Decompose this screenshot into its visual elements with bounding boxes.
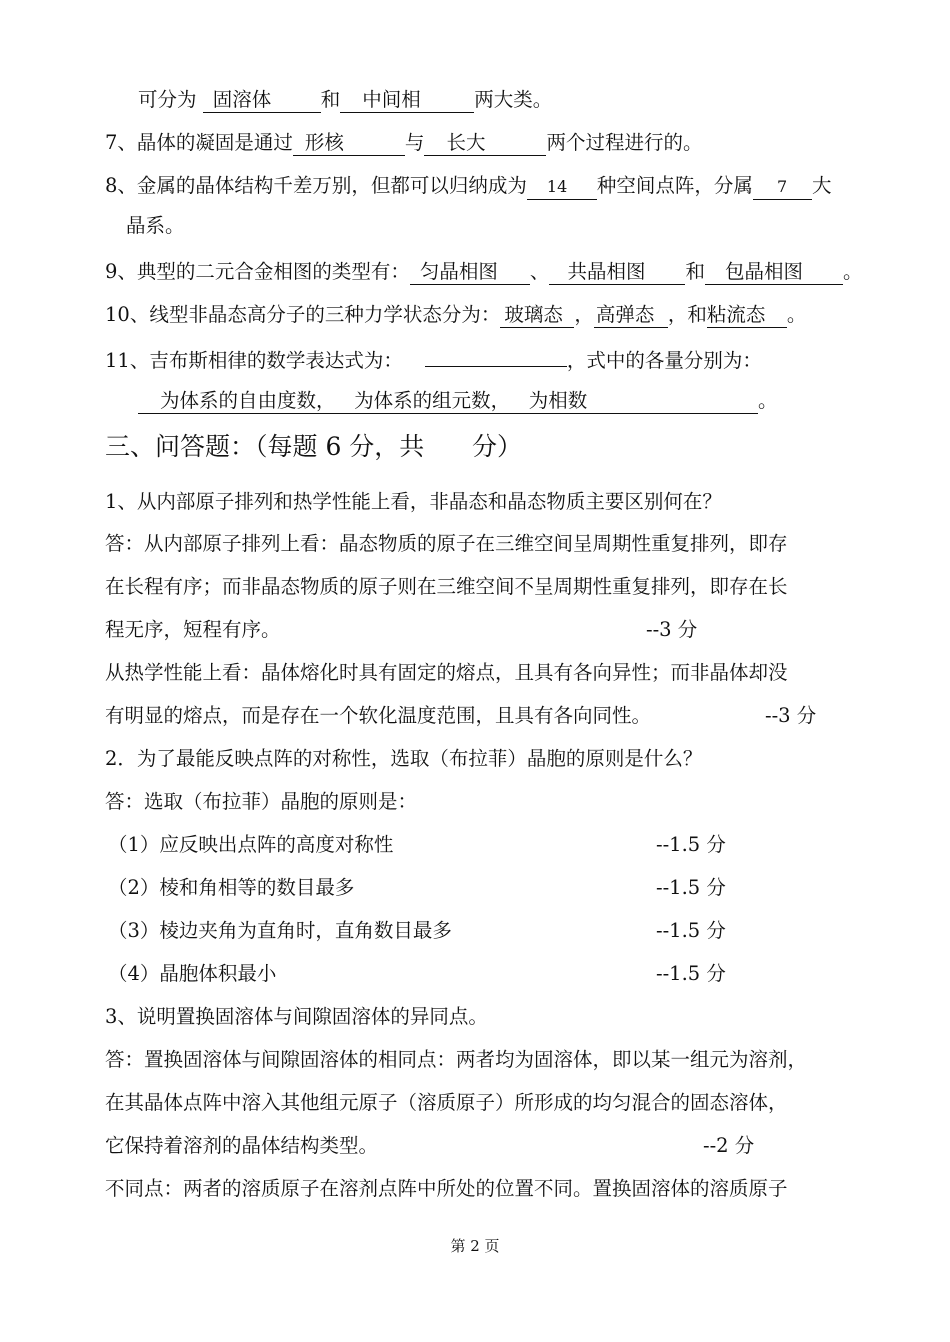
list-item: （2）棱和角相等的数目最多 xyxy=(108,876,355,899)
answer-blank-intermediate-phase: 中间相 xyxy=(340,88,474,113)
qa-question-1: 1、从内部原子排列和热学性能上看，非晶态和晶态物质主要区别何在？ xyxy=(105,490,722,513)
qa-answer-3-line3: 它保持着溶剂的晶体结构类型。 xyxy=(105,1134,379,1157)
score-label: --2 分 xyxy=(703,1134,755,1157)
score-label: --1.5 分 xyxy=(656,833,726,856)
answer-blank-peritectic: 包晶相图 xyxy=(705,260,843,285)
qa-question-3: 3、说明置换固溶体与间隙固溶体的异同点。 xyxy=(105,1005,488,1028)
score-label: --1.5 分 xyxy=(656,962,726,985)
list-item: （4）晶胞体积最小 xyxy=(108,962,277,985)
list-item: （1）应反映出点阵的高度对称性 xyxy=(108,833,394,856)
fill-question-11-line2: 为体系的自由度数， 为体系的组元数， 为相数 。 xyxy=(138,387,778,415)
answer-blank-rubbery: 高弹态 xyxy=(594,303,668,328)
fill-question-7: 7、晶体的凝固是通过 形核 与 长大 两个过程进行的。 xyxy=(105,131,703,154)
score-label: --1.5 分 xyxy=(656,876,726,899)
qa-answer-1-line3: 程无序，短程有序。 xyxy=(105,618,281,641)
fill-question-9: 9、典型的二元合金相图的类型有： 匀晶相图 、 共晶相图 和 包晶相图 。 xyxy=(105,260,863,283)
qa-question-2: 2．为了最能反映点阵的对称性，选取（布拉菲）晶胞的原则是什么？ xyxy=(105,747,703,770)
fill-question-8: 8、金属的晶体结构千差万别，但都可以归纳成为 14 种空间点阵，分属 7 大 xyxy=(105,172,831,200)
answer-blank-crystal-system-count: 7 xyxy=(753,175,812,200)
qa-answer-1-line2: 在长程有序；而非晶态物质的原子则在三维空间不呈周期性重复排列，即存在长 xyxy=(105,575,788,598)
fill-question-8-cont: 晶系。 xyxy=(126,214,185,237)
qa-answer-3-line4: 不同点：两者的溶质原子在溶剂点阵中所处的位置不同。置换固溶体的溶质原子 xyxy=(105,1177,788,1200)
section-heading-qa: 三、问答题：（每题 6 分，共 分） xyxy=(105,432,522,461)
fill-question-10: 10、线型非晶态高分子的三种力学状态分为： 玻璃态 ， 高弹态 ，和粘流态 。 xyxy=(105,303,807,326)
answer-blank-viscous-flow: 粘流态 xyxy=(707,303,787,328)
score-label: --1.5 分 xyxy=(656,919,726,942)
qa-answer-1-line1: 答：从内部原子排列上看：晶态物质的原子在三维空间呈周期性重复排列，即存 xyxy=(105,532,788,555)
list-item: （3）棱边夹角为直角时，直角数目最多 xyxy=(108,919,452,942)
qa-answer-3-line1: 答：置换固溶体与间隙固溶体的相同点：两者均为固溶体，即以某一组元为溶剂， xyxy=(105,1048,808,1071)
page-number: 第 2 页 xyxy=(450,1237,500,1255)
qa-answer-1-line4: 从热学性能上看：晶体熔化时具有固定的熔点，且具有各向异性；而非晶体却没 xyxy=(105,661,788,684)
answer-blank-gibbs-terms: 为体系的自由度数， 为体系的组元数， 为相数 xyxy=(138,389,758,414)
fill-question-11: 11、吉布斯相律的数学表达式为： ，式中的各量分别为： xyxy=(105,344,762,375)
score-label: --3 分 xyxy=(765,704,817,727)
answer-blank-isomorphous: 匀晶相图 xyxy=(410,260,530,285)
answer-blank-growth: 长大 xyxy=(424,131,546,156)
answer-blank-glassy: 玻璃态 xyxy=(500,303,574,328)
qa-answer-3-line2: 在其晶体点阵中溶入其他组元原子（溶质原子）所形成的均匀混合的固态溶体， xyxy=(105,1091,788,1114)
qa-answer-1-line5: 有明显的熔点，而是存在一个软化温度范围，且具有各向同性。 xyxy=(105,704,652,727)
answer-blank-solid-solution: 固溶体 xyxy=(203,88,321,113)
answer-blank-gibbs-formula xyxy=(425,344,567,367)
q6-continuation: 可分为 固溶体 和 中间相 两大类。 xyxy=(138,88,553,111)
answer-blank-lattice-count: 14 xyxy=(527,175,597,200)
qa-answer-2-intro: 答：选取（布拉菲）晶胞的原则是： xyxy=(105,790,418,813)
answer-blank-eutectic: 共晶相图 xyxy=(549,260,685,285)
score-label: --3 分 xyxy=(646,618,698,641)
answer-blank-nucleation: 形核 xyxy=(293,131,405,156)
